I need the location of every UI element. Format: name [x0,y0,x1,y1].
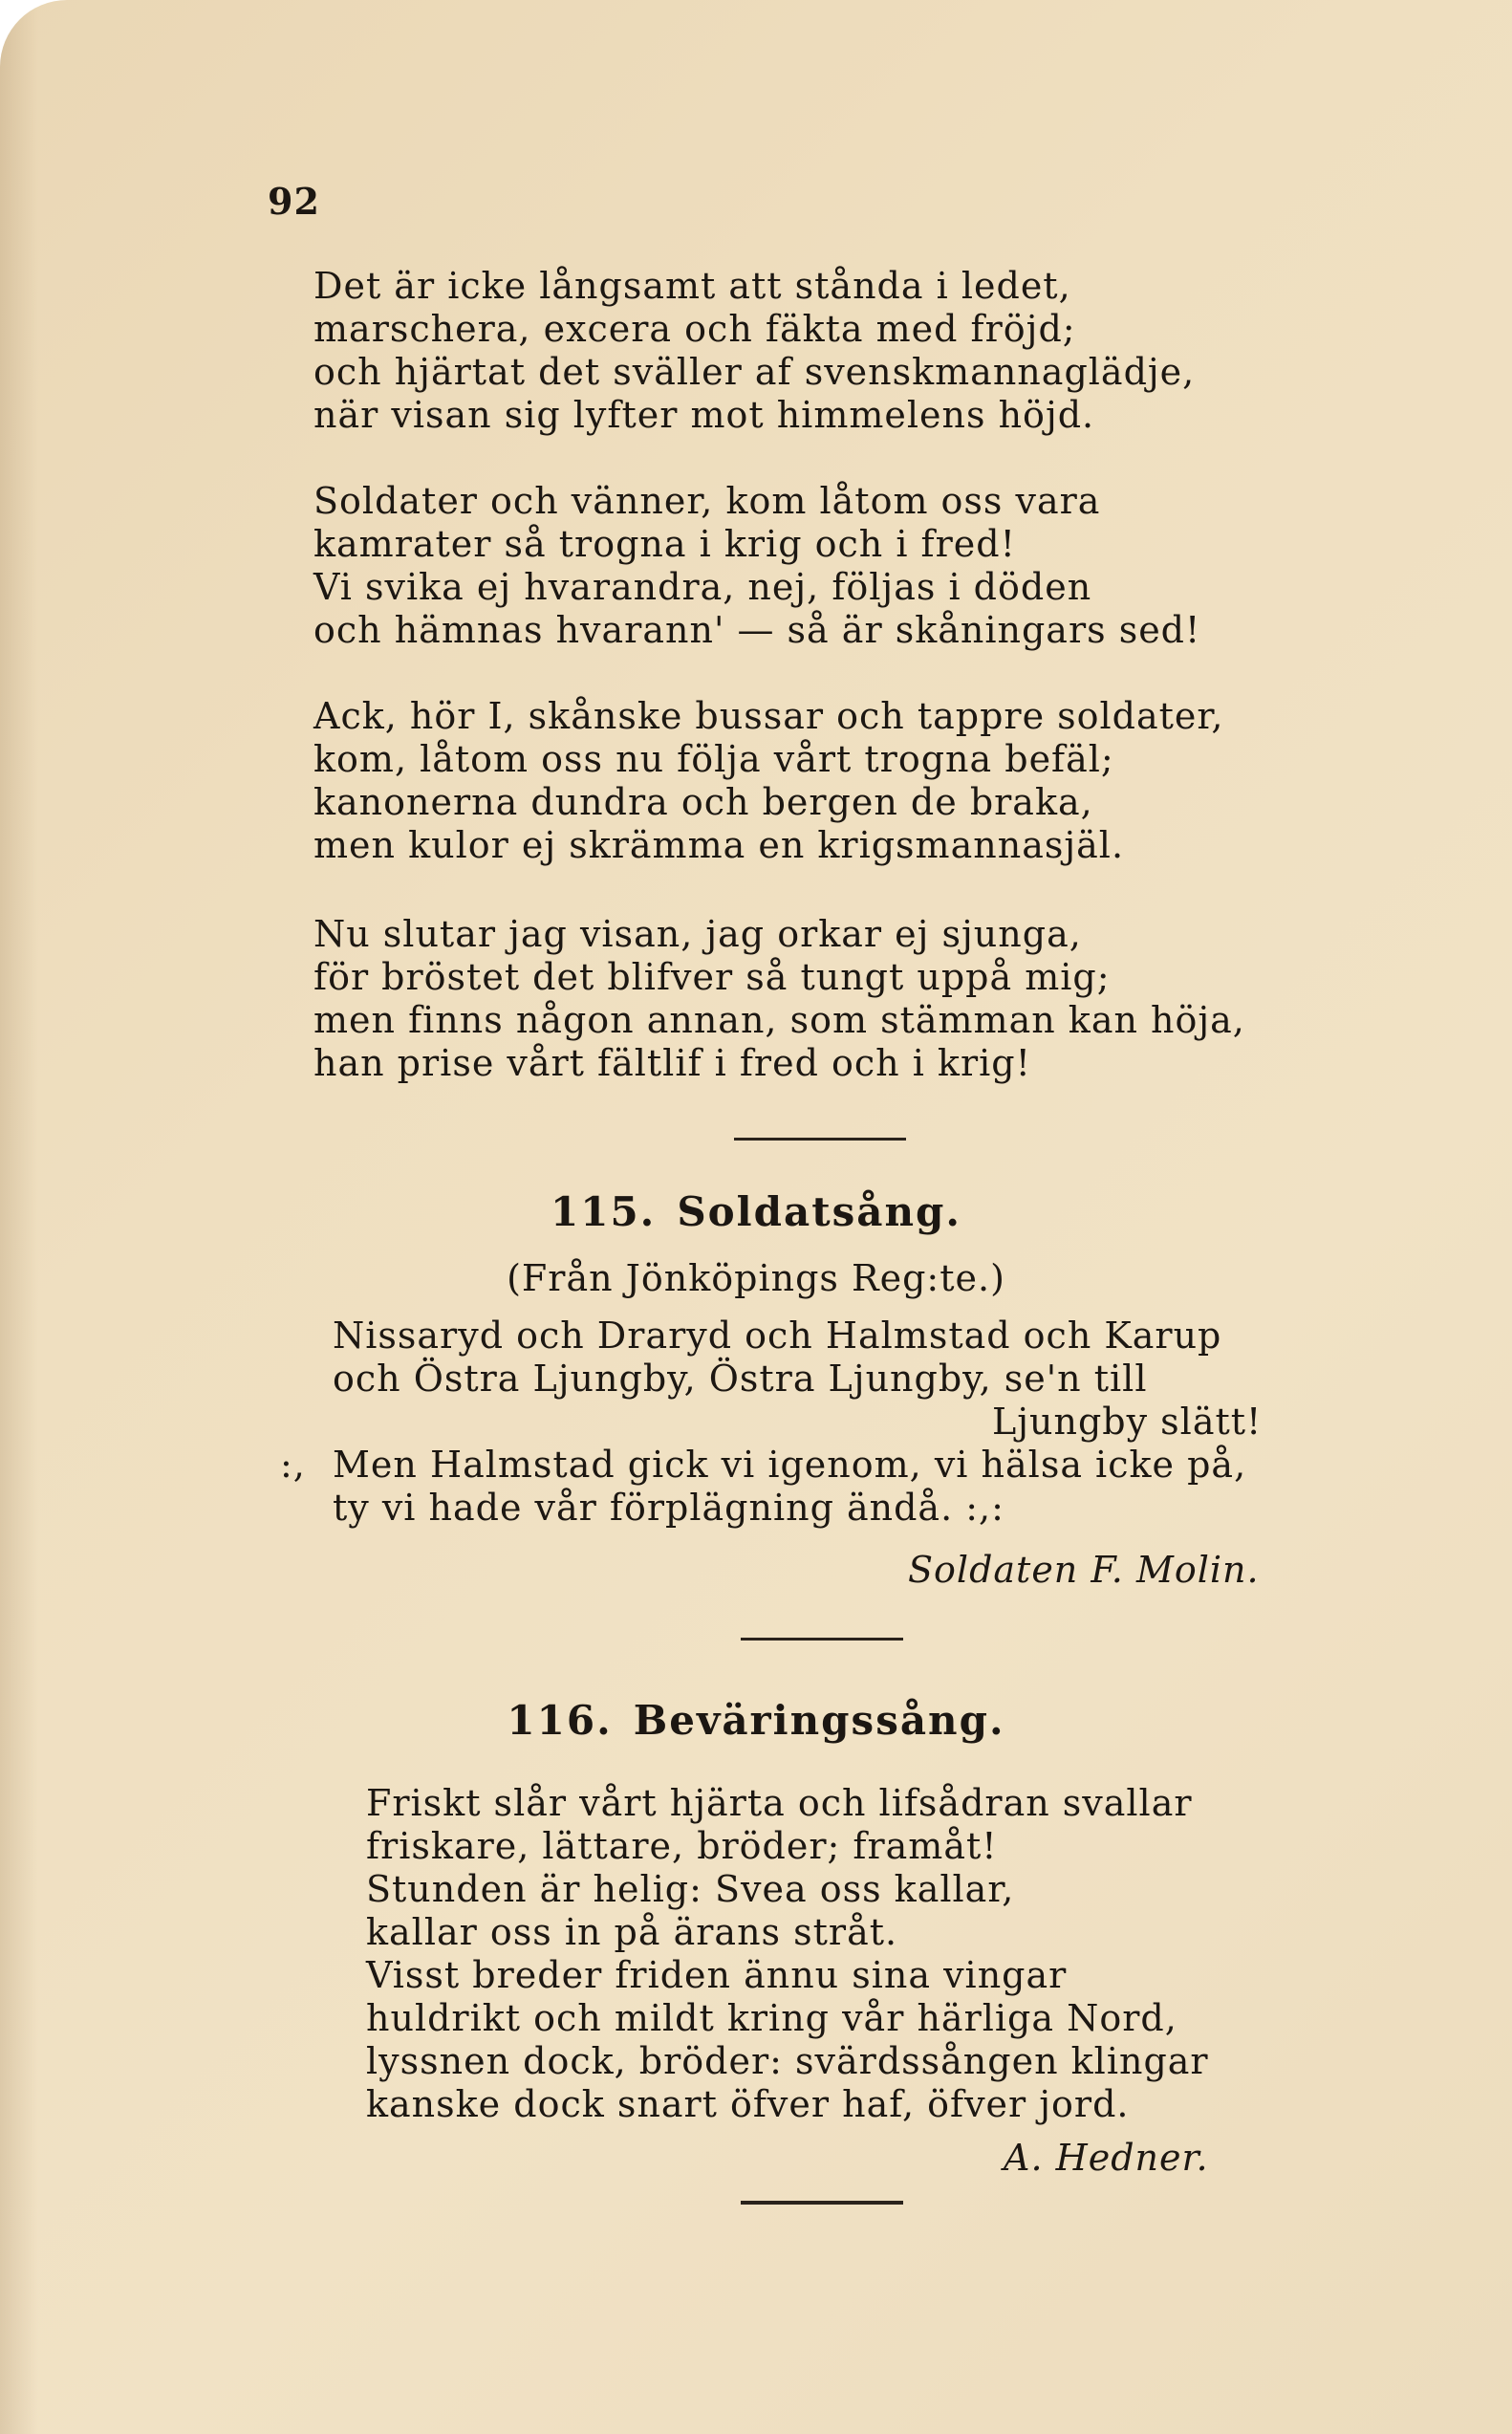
section-divider [741,1638,903,1641]
stanza-line: och hjärtat det sväller af svenskmannaglädje, [313,351,1196,393]
stanza-line: Ack, hör I, skånske bussar och tappre soldater, [313,695,1224,737]
stanza-line: han prise vårt fältlif i fred och i krig! [313,1042,1031,1084]
stanza-1 [313,265,1195,437]
stanza-line: och hämnas hvarann' — så är skåningars sed! [313,609,1201,651]
page-number: 92 [268,180,320,223]
stanza-line: kom, låtom oss nu följa vårt trogna befäl; [313,738,1114,780]
song-115-heading [0,1188,1512,1235]
verse-line: lyssnen dock, bröder: svärdssången klingar [366,2040,1209,2082]
stanza-line: Nu slutar jag visan, jag orkar ej sjunga, [313,913,1082,955]
verse-line: och Östra Ljungby, Östra Ljungby, se'n till [333,1358,1148,1400]
verse-line-with-repeat [280,1444,1262,1487]
repeat-mark: :, [280,1444,306,1486]
stanza-line: Vi svika ej hvarandra, nej, följas i döden [313,566,1092,608]
stanza-line: marschera, excera och fäkta med fröjd; [313,308,1076,350]
stanza-line: Soldater och vänner, kom låtom oss vara [313,480,1101,522]
verse-line: huldrikt och mildt kring vår härliga Nord, [366,1997,1177,2039]
verse-line: Visst breder friden ännu sina vingar [366,1954,1068,1996]
song-116-verse [366,1782,1209,2126]
stanza-line: kamrater så trogna i krig och i fred! [313,523,1016,565]
song-115-verse [280,1315,1263,1530]
stanza-2 [313,480,1200,652]
verse-line: friskare, lättare, bröder; framåt! [366,1825,998,1867]
verse-line: Ljungby slätt! [992,1401,1263,1443]
stanza-3 [313,695,1224,867]
verse-line: kanske dock snart öfver haf, öfver jord. [366,2083,1130,2125]
verse-line: kallar oss in på ärans stråt. [366,1911,898,1953]
song-116-heading [0,1697,1512,1744]
song-number: 115. [551,1188,657,1235]
song-115-subtitle: (Från Jönköpings Reg:te.) [507,1257,1005,1299]
song-title: Beväringssång. [633,1697,1005,1744]
end-divider [741,2201,903,2205]
stanza-line: när visan sig lyfter mot himmelens höjd. [313,394,1095,436]
verse-line: Nissaryd och Draryd och Halmstad och Karup [333,1315,1222,1357]
verse-line: Stunden är helig: Svea oss kallar, [366,1868,1015,1910]
stanza-line: kanonerna dundra och bergen de braka, [313,781,1093,823]
song-number: 116. [507,1697,613,1744]
stanza-line: Det är icke långsamt att stånda i ledet, [313,265,1071,307]
stanza-line: men kulor ej skrämma en krigsmannasjäl. [313,824,1125,866]
stanza-line: men finns någon annan, som stämman kan höja, [313,999,1245,1041]
stanza-line: för bröstet det blifver så tungt uppå mig; [313,956,1111,998]
verse-line-text: Men Halmstad gick vi igenom, vi hälsa icke på, [333,1444,1247,1486]
verse-line: Friskt slår vårt hjärta och lifsådran svallar [366,1782,1193,1824]
stanza-4 [313,913,1245,1085]
song-115-author: Soldaten F. Molin. [908,1549,1260,1591]
section-divider [734,1138,906,1141]
verse-line: ty vi hade vår förplägning ändå. :,: [333,1487,1004,1529]
song-116-author: A. Hedner. [1004,2137,1209,2179]
song-title: Soldatsång. [677,1188,961,1235]
